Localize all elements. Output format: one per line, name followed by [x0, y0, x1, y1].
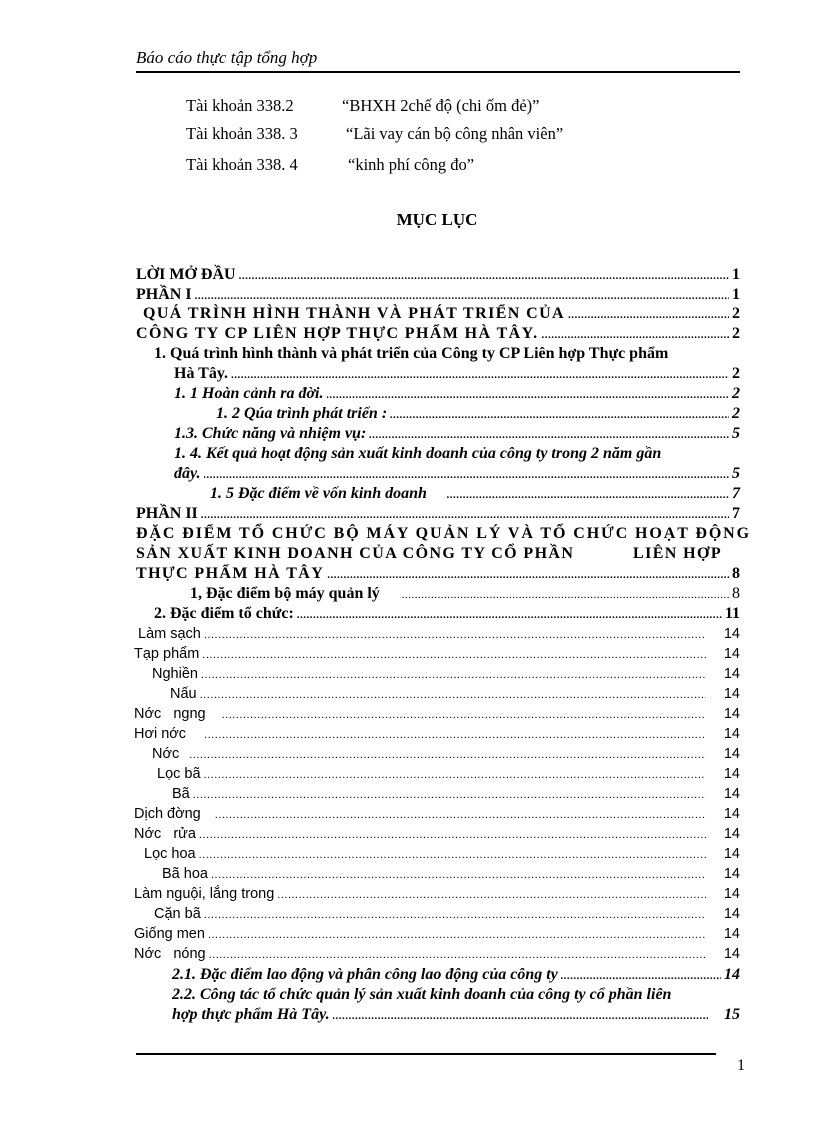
toc-leader [333, 1006, 708, 1022]
toc-entry-text: Làm nguội, lắng trong [134, 886, 275, 902]
toc-page: 14 [723, 906, 740, 922]
toc-leader [231, 365, 729, 381]
toc-entry[interactable] [172, 966, 740, 984]
toc-leader [327, 385, 730, 401]
account-code: Tài khoản 338. 3 [186, 124, 298, 143]
account-desc: “kinh phí công đo” [348, 155, 475, 174]
toc-entry[interactable] [174, 365, 740, 383]
toc-leader [208, 926, 706, 941]
toc-page: 2 [732, 385, 740, 402]
toc-leader [202, 646, 706, 661]
toc-entry[interactable] [134, 646, 740, 662]
toc-entry[interactable] [134, 926, 740, 942]
toc-page: 14 [723, 846, 740, 862]
toc-page: 14 [723, 786, 740, 802]
toc-page: 2 [732, 325, 740, 342]
toc-page: 15 [724, 1006, 740, 1023]
toc-leader [568, 305, 729, 321]
toc-entry[interactable] [154, 906, 740, 922]
toc-entry-text[interactable]: SẢN XUẤT KINH DOANH CỦA CÔNG TY CỔ PHẦN [136, 545, 575, 562]
page-number: 1 [737, 1057, 745, 1074]
toc-entry-text: QUÁ TRÌNH HÌNH THÀNH VÀ PHÁT TRIỂN CỦA [143, 305, 566, 322]
toc-leader [200, 686, 706, 701]
toc-entry-text: 2. Đặc điểm tổ chức: [154, 605, 294, 622]
toc-entry-text[interactable]: 2.2. Công tác tổ chức quản lý sản xuất kinh doanh của công ty cổ phần liên [172, 986, 672, 1003]
toc-page: 7 [732, 505, 740, 522]
toc-entry[interactable] [190, 585, 740, 603]
account-desc: “BHXH 2chế độ (chi ốm đẻ)” [342, 96, 540, 115]
toc-page: 8 [732, 585, 740, 602]
toc-page: 14 [723, 746, 740, 762]
toc-entry-text: 2.1. Đặc điểm lao động và phân công lao động của công ty [172, 966, 558, 983]
toc-entry[interactable] [210, 485, 740, 503]
toc-leader [390, 405, 729, 421]
toc-leader [561, 966, 721, 982]
toc-entry[interactable] [174, 425, 740, 443]
toc-page: 14 [723, 706, 740, 722]
toc-entry[interactable] [136, 266, 740, 284]
toc-entry[interactable] [157, 766, 740, 782]
toc-page: 7 [732, 485, 740, 502]
toc-entry-text: Nớc rửa [134, 826, 196, 842]
toc-entry[interactable] [152, 746, 740, 762]
toc-page: 14 [723, 946, 740, 962]
toc-page: 14 [723, 626, 740, 642]
toc-entry[interactable] [136, 565, 740, 583]
toc-leader [204, 906, 706, 921]
toc-entry-text: Lọc hoa [144, 846, 196, 862]
toc-leader [204, 726, 706, 741]
toc-page: 8 [732, 565, 740, 582]
page-header-title: Báo cáo thực tập tổng hợp [136, 48, 318, 67]
toc-page: 14 [723, 926, 740, 942]
toc-page: 14 [723, 646, 740, 662]
toc-page: 1 [732, 266, 740, 283]
toc-entry-text: Nớc ngng [134, 706, 206, 722]
toc-page: 14 [723, 726, 740, 742]
toc-entry-text: Bã hoa [162, 866, 208, 882]
toc-page: 2 [732, 365, 740, 382]
toc-entry-text: Nớc nóng [134, 946, 206, 962]
toc-entry[interactable] [216, 405, 740, 423]
toc-leader [369, 425, 729, 441]
toc-entry-text: Bã [172, 786, 190, 802]
toc-entry-text: 1.3. Chức năng và nhiệm vụ: [174, 425, 367, 442]
toc-entry-text: Nghiền [152, 666, 198, 682]
toc-page: 14 [723, 886, 740, 902]
toc-entry[interactable] [170, 686, 740, 702]
toc-entry[interactable] [134, 886, 740, 902]
toc-leader [402, 585, 729, 601]
toc-entry[interactable] [174, 385, 740, 403]
account-line [186, 96, 539, 116]
toc-page: 2 [732, 305, 740, 322]
toc-leader [327, 565, 729, 581]
toc-entry[interactable] [138, 626, 740, 642]
toc-entry[interactable] [134, 706, 740, 722]
toc-entry-text: Làm sạch [138, 626, 201, 642]
toc-entry[interactable] [134, 826, 740, 842]
toc-entry[interactable] [136, 505, 740, 523]
toc-entry[interactable] [172, 1006, 740, 1024]
toc-entry[interactable] [134, 726, 740, 742]
toc-leader [199, 846, 706, 861]
toc-leader [542, 325, 729, 341]
toc-page: 11 [724, 605, 740, 622]
toc-page: 14 [723, 686, 740, 702]
toc-entry-text: 1. 5 Đặc điểm về vốn kinh doanh [210, 485, 427, 502]
toc-entry[interactable] [172, 786, 740, 802]
toc-entry[interactable] [144, 846, 740, 862]
toc-entry-text: Nớc [152, 746, 180, 762]
toc-entry[interactable] [174, 465, 740, 483]
toc-leader [204, 626, 706, 641]
toc-leader [189, 746, 706, 761]
toc-page: 2 [732, 405, 740, 422]
toc-leader [199, 826, 706, 841]
account-line [186, 124, 563, 144]
toc-entry-text: THỰC PHẨM HÀ TÂY [136, 565, 325, 582]
toc-page: 14 [723, 866, 740, 882]
toc-entry-text: Tạp phẩm [134, 646, 200, 662]
toc-page: 14 [723, 666, 740, 682]
toc-entry[interactable] [154, 605, 740, 623]
toc-entry[interactable] [136, 325, 740, 343]
footer-rule [136, 1053, 716, 1055]
toc-entry-text: Dịch đờng [134, 806, 201, 822]
toc-leader [204, 465, 729, 481]
toc-entry-text: LỜI MỞ ĐẦU [136, 266, 236, 283]
toc-entry-text: PHẦN I [136, 286, 192, 303]
toc-page: 14 [723, 766, 740, 782]
toc-leader [195, 286, 729, 302]
toc-leader [193, 786, 706, 801]
toc-entry-text: Hơi nớc [134, 726, 187, 742]
toc-leader [277, 886, 706, 901]
account-desc: “Lãi vay cán bộ công nhân viên” [346, 124, 564, 143]
toc-leader [297, 605, 722, 621]
toc-entry-text: đây. [174, 465, 201, 482]
toc-leader [204, 766, 706, 781]
toc-entry[interactable] [143, 305, 740, 323]
toc-page: 14 [724, 966, 740, 983]
toc-entry[interactable] [152, 666, 740, 682]
toc-leader [239, 266, 729, 282]
toc-entry-text: Lọc bã [157, 766, 201, 782]
toc-page: 14 [723, 806, 740, 822]
toc-leader [211, 866, 706, 881]
toc-entry-text: Nấu [170, 686, 197, 702]
account-line [186, 155, 474, 175]
toc-entry-text[interactable]: 1. 4. Kết quả hoạt động sản xuất kinh doanh của công ty trong 2 năm gần [174, 445, 662, 462]
toc-entry-text[interactable]: ĐẶC ĐIỂM TỔ CHỨC BỘ MÁY QUẢN LÝ VÀ TỔ CHỨC HOẠT ĐỘNG [136, 525, 751, 542]
toc-page: 14 [723, 826, 740, 842]
toc-entry[interactable] [162, 866, 740, 882]
toc-entry-text: PHẦN II [136, 505, 198, 522]
toc-page: 5 [732, 465, 740, 482]
toc-entry-text[interactable]: 1. Quá trình hình thành và phát triển của Công ty CP Liên hợp Thực phẩm [154, 345, 669, 362]
toc-entry[interactable] [136, 286, 740, 304]
toc-leader [447, 485, 729, 501]
toc-entry-text: hợp thực phẩm Hà Tây. [172, 1006, 330, 1023]
toc-leader [201, 505, 729, 521]
toc-entry-text[interactable]: LIÊN HỢP [633, 545, 722, 562]
header-rule [136, 71, 740, 73]
toc-title: MỤC LỤC [396, 210, 478, 229]
account-code: Tài khoản 338.2 [186, 96, 294, 115]
toc-entry-text: Cặn bã [154, 906, 201, 922]
toc-entry-text: 1. 2 Qúa trình phát triển : [216, 405, 388, 422]
toc-entry-text: CÔNG TY CP LIÊN HỢP THỰC PHẨM HÀ TÂY. [136, 325, 539, 342]
toc-entry-text: 1. 1 Hoàn cảnh ra đời. [174, 385, 324, 402]
toc-leader [201, 666, 706, 681]
toc-leader [222, 706, 706, 721]
toc-page: 5 [732, 425, 740, 442]
toc-leader [209, 946, 706, 961]
toc-page: 1 [732, 286, 740, 303]
toc-entry[interactable] [134, 806, 740, 822]
account-code: Tài khoản 338. 4 [186, 155, 298, 174]
toc-entry[interactable] [134, 946, 740, 962]
toc-entry-text: Hà Tây. [174, 365, 228, 382]
toc-entry-text: 1, Đặc điểm bộ máy quản lý [190, 585, 380, 602]
toc-entry-text: Giống men [134, 926, 205, 942]
toc-leader [215, 806, 706, 821]
